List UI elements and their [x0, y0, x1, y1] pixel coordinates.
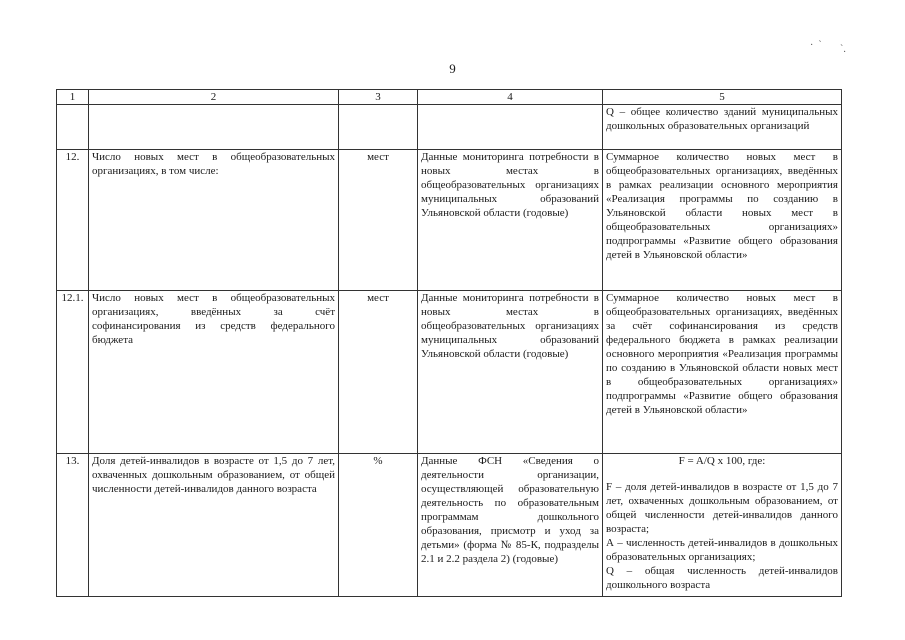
table-row — [57, 291, 842, 454]
calculation-method: Суммарное количество новых мест в общеобразовательных организациях, введённых за счёт софинансирования из средств федерального бюджета в рамках реализации основного мероприятия «Реализация программы по созданию в Ульяновской области новых мест в общеобразовательных организациях» подпрограммы «Развитие общего образования детей в Ульяновской области» — [603, 291, 842, 454]
row-number — [57, 105, 89, 150]
unit: мест — [339, 291, 418, 454]
indicator-name: Число новых мест в общеобразовательных организациях, в том числе: — [89, 150, 339, 291]
header-cell: 2 — [89, 90, 339, 105]
page-number: 9 — [449, 61, 456, 76]
table-row — [57, 150, 842, 291]
table-row — [57, 105, 842, 150]
header-cell: 3 — [339, 90, 418, 105]
data-source: Данные мониторинга потребности в новых местах в общеобразовательных организациях муниципальных образований Ульяновской области (годовые) — [418, 150, 603, 291]
unit — [339, 105, 418, 150]
data-source — [418, 105, 603, 150]
table-header-row — [57, 90, 842, 105]
calculation-method — [603, 454, 842, 597]
unit: % — [339, 454, 418, 597]
formula-definition: Q – общая численность детей-инвалидов дошкольного возраста — [606, 565, 838, 591]
row-number: 12. — [57, 150, 89, 291]
unit: мест — [339, 150, 418, 291]
calculation-method: Q – общее количество зданий муниципальных дошкольных образовательных организаций — [603, 105, 842, 150]
data-source: Данные ФСН «Сведения о деятельности организации, осуществляющей образовательную деятельность по образовательным программам дошкольного образования, присмотр и уход за детьми» (форма № 85-К, подразделы 2.1 и 2.2 раздела 2) (годовые) — [418, 454, 603, 597]
indicator-name: Доля детей-инвалидов в возрасте от 1,5 до 7 лет, охваченных дошкольным образованием, от общей численности детей-инвалидов данного возраста — [89, 454, 339, 597]
scan-artifact: `. — [840, 44, 846, 55]
indicator-name — [89, 105, 339, 150]
header-cell: 1 — [57, 90, 89, 105]
indicators-table — [56, 89, 842, 597]
data-source: Данные мониторинга потребности в новых местах в общеобразовательных организациях муниципальных образований Ульяновской области (годовые) — [418, 291, 603, 454]
calculation-method: Суммарное количество новых мест в общеобразовательных организациях, введённых в рамках реализации основного мероприятия «Реализация программы по созданию в Ульяновской области новых мест в общеобразовательных организациях» подпрограммы «Развитие общего образования детей в Ульяновской области» — [603, 150, 842, 291]
indicator-name: Число новых мест в общеобразовательных организациях, введённых за счёт софинансирования из средств федерального бюджета — [89, 291, 339, 454]
row-number: 13. — [57, 454, 89, 597]
formula-definition: А – численность детей-инвалидов в дошкольных образовательных организациях; — [606, 537, 838, 563]
formula: F = A/Q x 100, где: — [678, 455, 766, 467]
scan-artifact: · ` — [810, 40, 822, 51]
row-number: 12.1. — [57, 291, 89, 454]
header-cell: 4 — [418, 90, 603, 105]
formula-definition: F – доля детей-инвалидов в возрасте от 1,5 до 7 лет, охваченных дошкольным образованием, от общей численности детей-инвалидов данного возраста; — [606, 481, 838, 535]
table-row — [57, 454, 842, 597]
header-cell: 5 — [603, 90, 842, 105]
